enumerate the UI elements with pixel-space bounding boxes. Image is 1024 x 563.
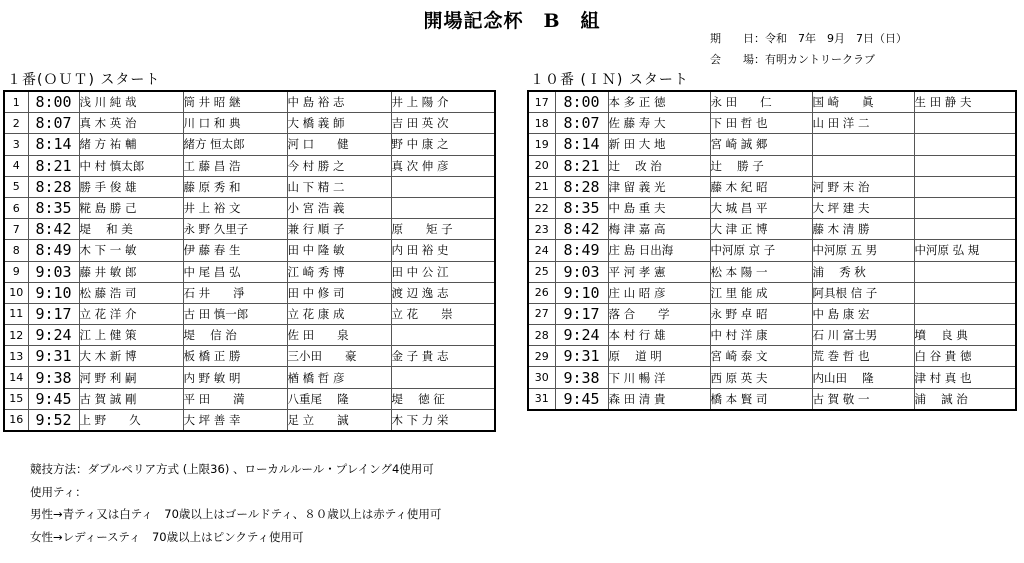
player-name: 浅 川 純 哉 (79, 91, 183, 113)
player-name: 糀 島 勝 己 (79, 197, 183, 218)
group-number: 19 (528, 134, 555, 155)
tee-time: 8:28 (28, 176, 79, 197)
table-row (528, 303, 1016, 324)
player-name: 宮 崎 泰 文 (710, 346, 812, 367)
player-name: 三小田 豪 (287, 346, 391, 367)
group-number: 6 (4, 197, 28, 218)
player-name: 墳 良 典 (914, 325, 1016, 346)
group-number: 7 (4, 219, 28, 240)
tee-time: 9:10 (28, 282, 79, 303)
group-number: 23 (528, 219, 555, 240)
player-name (914, 176, 1016, 197)
table-row (4, 261, 495, 282)
group-number: 20 (528, 155, 555, 176)
group-number: 15 (4, 388, 28, 409)
tee-time: 9:31 (555, 346, 608, 367)
group-number: 22 (528, 197, 555, 218)
player-name: 津 留 義 光 (608, 176, 710, 197)
player-name: 大 坪 善 幸 (183, 409, 287, 431)
player-name (391, 176, 495, 197)
player-name: 大 橋 義 師 (287, 113, 391, 134)
group-number: 31 (528, 388, 555, 410)
player-name: 渡 辺 逸 志 (391, 282, 495, 303)
player-name: 内山田 隆 (812, 367, 914, 388)
group-number: 9 (4, 261, 28, 282)
player-name: 真 木 英 治 (79, 113, 183, 134)
table-row (528, 134, 1016, 155)
tee-time: 9:31 (28, 346, 79, 367)
player-name: 山 下 精 二 (287, 176, 391, 197)
venue-value: 有明カントリークラブ (765, 53, 875, 66)
tee-time: 8:07 (28, 113, 79, 134)
player-name: 金 子 貴 志 (391, 346, 495, 367)
note-method: 競技方法：ダブルペリア方式 (上限36) 、ローカルルール・プレイング4使用可 (30, 462, 434, 476)
player-name (914, 303, 1016, 324)
player-name: 内 田 裕 史 (391, 240, 495, 261)
tee-time: 8:49 (28, 240, 79, 261)
tee-time: 8:28 (555, 176, 608, 197)
note-men-tees: 男性→青ティ又は白ティ 70歳以上はゴールドティ、８０歳以上は赤ティ使用可 (30, 507, 442, 521)
player-name (914, 219, 1016, 240)
tee-time: 9:17 (28, 303, 79, 324)
player-name: 生 田 静 夫 (914, 91, 1016, 113)
date-label: 期 日： (710, 32, 765, 45)
player-name: 庄 山 昭 彦 (608, 282, 710, 303)
table-row (528, 155, 1016, 176)
player-name: 白 谷 貴 徳 (914, 346, 1016, 367)
page-title: 開場記念杯 B 組 (423, 10, 601, 32)
player-name (391, 367, 495, 388)
tee-time: 8:00 (28, 91, 79, 113)
player-name: 中 島 康 宏 (812, 303, 914, 324)
player-name: 平 田 満 (183, 388, 287, 409)
player-name: 原 道 明 (608, 346, 710, 367)
group-number: 1 (4, 91, 28, 113)
player-name (914, 282, 1016, 303)
player-name (914, 113, 1016, 134)
table-row (528, 367, 1016, 388)
player-name: 立 花 康 成 (287, 303, 391, 324)
tee-time: 9:24 (555, 325, 608, 346)
player-name: 緒方 恒太郎 (183, 134, 287, 155)
event-venue (710, 51, 875, 67)
in-start-heading: １０番 (ＩＮ) スタート (530, 72, 689, 88)
group-number: 5 (4, 176, 28, 197)
player-name: 内 野 敏 明 (183, 367, 287, 388)
tee-time: 8:35 (555, 197, 608, 218)
table-row (528, 346, 1016, 367)
player-name: 小 宮 浩 義 (287, 197, 391, 218)
player-name: 佐 藤 寿 大 (608, 113, 710, 134)
player-name: 中 島 裕 志 (287, 91, 391, 113)
table-row (4, 388, 495, 409)
player-name: 工 藤 昌 浩 (183, 155, 287, 176)
table-row (4, 303, 495, 324)
player-name: 松 藤 浩 司 (79, 282, 183, 303)
group-number: 26 (528, 282, 555, 303)
player-name (914, 134, 1016, 155)
table-row (528, 325, 1016, 346)
group-number: 14 (4, 367, 28, 388)
player-name: 木 下 力 栄 (391, 409, 495, 431)
group-number: 29 (528, 346, 555, 367)
player-name (914, 261, 1016, 282)
player-name: 井 上 陽 介 (391, 91, 495, 113)
player-name: 国 崎 眞 (812, 91, 914, 113)
player-name: 阿具根 信 子 (812, 282, 914, 303)
player-name: 今 村 勝 之 (287, 155, 391, 176)
player-name: 藤 木 紀 昭 (710, 176, 812, 197)
table-row (4, 155, 495, 176)
player-name: 田 中 隆 敏 (287, 240, 391, 261)
player-name: 立 花 洋 介 (79, 303, 183, 324)
player-name: 山 田 洋 二 (812, 113, 914, 134)
player-name: 緒 方 祐 輔 (79, 134, 183, 155)
player-name: 古 田 慎一郎 (183, 303, 287, 324)
player-name: 中河原 弘 規 (914, 240, 1016, 261)
player-name: 永 野 久里子 (183, 219, 287, 240)
group-number: 18 (528, 113, 555, 134)
tee-time: 8:42 (28, 219, 79, 240)
group-number: 28 (528, 325, 555, 346)
table-row (4, 134, 495, 155)
player-name: 井 上 裕 文 (183, 197, 287, 218)
player-name: 橋 本 賢 司 (710, 388, 812, 410)
player-name: 大 津 正 博 (710, 219, 812, 240)
player-name: 西 原 英 夫 (710, 367, 812, 388)
table-row (528, 197, 1016, 218)
tee-time: 8:00 (555, 91, 608, 113)
tee-time: 8:21 (28, 155, 79, 176)
player-name: 荒 巻 哲 也 (812, 346, 914, 367)
player-name: 辻 改 治 (608, 155, 710, 176)
out-start-heading: １番(ＯＵＴ) スタート (7, 72, 161, 88)
player-name: 吉 田 英 次 (391, 113, 495, 134)
player-name: 梅 津 嘉 高 (608, 219, 710, 240)
player-name: 田 中 修 司 (287, 282, 391, 303)
tee-time: 9:38 (28, 367, 79, 388)
player-name: 中 島 重 夫 (608, 197, 710, 218)
group-number: 17 (528, 91, 555, 113)
player-name: 楢 橋 哲 彦 (287, 367, 391, 388)
player-name: 江 上 健 策 (79, 325, 183, 346)
player-name: 板 橋 正 勝 (183, 346, 287, 367)
player-name: 新 田 大 地 (608, 134, 710, 155)
event-date (710, 30, 907, 46)
group-number: 3 (4, 134, 28, 155)
player-name: 津 村 真 也 (914, 367, 1016, 388)
player-name: 永 田 仁 (710, 91, 812, 113)
table-row (4, 325, 495, 346)
player-name: 下 田 哲 也 (710, 113, 812, 134)
player-name: 八重尾 隆 (287, 388, 391, 409)
player-name: 庄 島 日出海 (608, 240, 710, 261)
player-name: 石 井 淨 (183, 282, 287, 303)
player-name: 江 崎 秀 博 (287, 261, 391, 282)
group-number: 30 (528, 367, 555, 388)
player-name: 野 中 康 之 (391, 134, 495, 155)
player-name: 中河原 五 男 (812, 240, 914, 261)
tee-time: 9:38 (555, 367, 608, 388)
player-name: 中 村 慎太郎 (79, 155, 183, 176)
table-row (528, 261, 1016, 282)
player-name: 堤 徳 征 (391, 388, 495, 409)
player-name (812, 155, 914, 176)
tee-time: 9:24 (28, 325, 79, 346)
player-name: 立 花 崇 (391, 303, 495, 324)
player-name: 河 野 末 治 (812, 176, 914, 197)
player-name: 勝 手 俊 雄 (79, 176, 183, 197)
player-name: 兼 行 順 子 (287, 219, 391, 240)
tee-time: 8:21 (555, 155, 608, 176)
table-row (4, 219, 495, 240)
player-name (914, 197, 1016, 218)
player-name (391, 325, 495, 346)
player-name: 本 多 正 徳 (608, 91, 710, 113)
tee-time: 8:07 (555, 113, 608, 134)
group-number: 13 (4, 346, 28, 367)
player-name: 江 里 能 成 (710, 282, 812, 303)
table-row (4, 346, 495, 367)
table-row (528, 91, 1016, 113)
player-name: 古 賀 誠 剛 (79, 388, 183, 409)
out-start-table (3, 90, 496, 432)
player-name: 石 川 富士男 (812, 325, 914, 346)
player-name: 本 村 行 雄 (608, 325, 710, 346)
tee-time: 9:45 (555, 388, 608, 410)
player-name: 古 賀 敬 一 (812, 388, 914, 410)
in-start-table (527, 90, 1017, 411)
table-row (4, 197, 495, 218)
group-number: 2 (4, 113, 28, 134)
tee-time: 9:03 (28, 261, 79, 282)
player-name: 堤 和 美 (79, 219, 183, 240)
group-number: 16 (4, 409, 28, 431)
group-number: 4 (4, 155, 28, 176)
player-name: 永 野 卓 昭 (710, 303, 812, 324)
player-name: 森 田 清 貴 (608, 388, 710, 410)
player-name: 平 河 孝 憲 (608, 261, 710, 282)
tee-time: 8:35 (28, 197, 79, 218)
player-name: 田 中 公 江 (391, 261, 495, 282)
table-row (528, 282, 1016, 303)
player-name: 大 木 新 博 (79, 346, 183, 367)
tee-time: 8:49 (555, 240, 608, 261)
player-name: 中 尾 昌 弘 (183, 261, 287, 282)
table-row (4, 409, 495, 431)
player-name: 上 野 久 (79, 409, 183, 431)
table-row (4, 91, 495, 113)
player-name: 辻 勝 子 (710, 155, 812, 176)
group-number: 12 (4, 325, 28, 346)
group-number: 25 (528, 261, 555, 282)
table-row (528, 388, 1016, 410)
group-number: 8 (4, 240, 28, 261)
player-name (812, 134, 914, 155)
tee-time: 8:14 (555, 134, 608, 155)
player-name: 真 次 伸 彦 (391, 155, 495, 176)
player-name: 落 合 学 (608, 303, 710, 324)
player-name: 河 口 健 (287, 134, 391, 155)
table-row (4, 367, 495, 388)
tee-time: 9:45 (28, 388, 79, 409)
tee-time: 9:52 (28, 409, 79, 431)
note-women-tees: 女性→レディースティ 70歳以上はピンクティ使用可 (30, 529, 304, 544)
player-name: 足 立 誠 (287, 409, 391, 431)
table-row (4, 113, 495, 134)
player-name: 中 村 洋 康 (710, 325, 812, 346)
tee-time: 8:42 (555, 219, 608, 240)
player-name: 佐 田 泉 (287, 325, 391, 346)
tee-time: 9:03 (555, 261, 608, 282)
player-name: 松 本 陽 一 (710, 261, 812, 282)
player-name (914, 155, 1016, 176)
player-name: 河 野 利 嗣 (79, 367, 183, 388)
player-name: 浦 誠 治 (914, 388, 1016, 410)
group-number: 24 (528, 240, 555, 261)
table-row (528, 176, 1016, 197)
group-number: 27 (528, 303, 555, 324)
competition-notes (30, 458, 441, 548)
group-number: 10 (4, 282, 28, 303)
date-value: 令和 7年 9月 7日（日） (765, 32, 907, 45)
venue-label: 会 場： (710, 53, 765, 66)
player-name (391, 197, 495, 218)
player-name: 原 矩 子 (391, 219, 495, 240)
player-name: 木 下 一 敏 (79, 240, 183, 261)
note-tees: 使用ティ： (30, 484, 87, 499)
table-row (528, 219, 1016, 240)
player-name: 大 城 昌 平 (710, 197, 812, 218)
player-name: 浦 秀 秋 (812, 261, 914, 282)
tee-time: 8:14 (28, 134, 79, 155)
player-name: 下 川 暢 洋 (608, 367, 710, 388)
player-name: 堤 信 治 (183, 325, 287, 346)
table-row (528, 240, 1016, 261)
player-name: 宮 崎 誠 郷 (710, 134, 812, 155)
table-row (4, 240, 495, 261)
table-row (528, 113, 1016, 134)
player-name: 筒 井 昭 継 (183, 91, 287, 113)
player-name: 藤 原 秀 和 (183, 176, 287, 197)
player-name: 川 口 和 典 (183, 113, 287, 134)
player-name: 大 坪 建 夫 (812, 197, 914, 218)
table-row (4, 176, 495, 197)
player-name: 藤 井 敏 郎 (79, 261, 183, 282)
player-name: 伊 藤 春 生 (183, 240, 287, 261)
tee-time: 9:10 (555, 282, 608, 303)
table-row (4, 282, 495, 303)
player-name: 中河原 京 子 (710, 240, 812, 261)
group-number: 21 (528, 176, 555, 197)
group-number: 11 (4, 303, 28, 324)
player-name: 藤 木 清 勝 (812, 219, 914, 240)
tee-time: 9:17 (555, 303, 608, 324)
